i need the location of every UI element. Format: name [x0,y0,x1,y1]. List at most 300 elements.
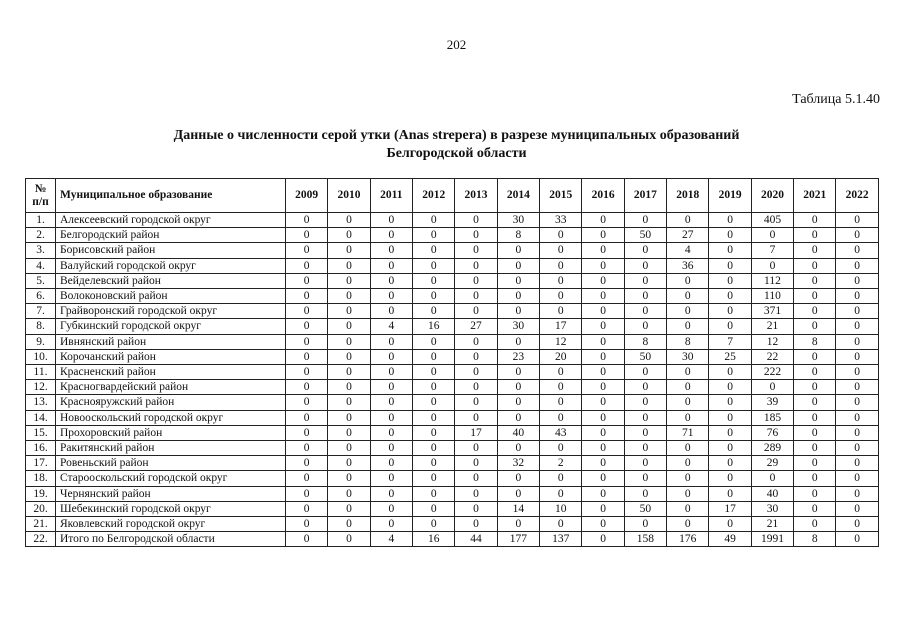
value-cell: 0 [836,319,878,334]
value-cell: 30 [497,213,539,228]
value-cell: 0 [836,304,878,319]
value-cell: 0 [709,289,751,304]
value-cell: 0 [667,304,709,319]
value-cell: 0 [497,243,539,258]
value-cell: 0 [370,456,412,471]
header-year: 2009 [286,179,328,213]
value-cell: 0 [751,471,793,486]
value-cell: 0 [328,456,370,471]
municipality-name: Старооскольский городской округ [56,471,286,486]
value-cell: 0 [540,517,582,532]
value-cell: 0 [455,471,497,486]
value-cell: 405 [751,213,793,228]
value-cell: 0 [370,380,412,395]
value-cell: 0 [286,501,328,516]
value-cell: 0 [582,258,624,273]
value-cell: 0 [836,289,878,304]
value-cell: 10 [540,501,582,516]
value-cell: 0 [455,501,497,516]
value-cell: 0 [836,532,878,547]
value-cell: 0 [328,380,370,395]
value-cell: 0 [413,273,455,288]
value-cell: 0 [370,365,412,380]
value-cell: 0 [497,410,539,425]
municipality-name: Белгородский район [56,228,286,243]
table-row [26,532,879,547]
value-cell: 289 [751,441,793,456]
value-cell: 0 [624,517,666,532]
value-cell: 0 [540,471,582,486]
value-cell: 0 [836,273,878,288]
value-cell: 0 [794,395,836,410]
value-cell: 0 [794,243,836,258]
table-row [26,319,879,334]
value-cell: 0 [794,365,836,380]
value-cell: 0 [328,258,370,273]
value-cell: 0 [624,319,666,334]
value-cell: 0 [455,213,497,228]
row-number: 15. [26,425,56,440]
value-cell: 112 [751,273,793,288]
value-cell: 0 [794,410,836,425]
value-cell: 0 [624,456,666,471]
value-cell: 0 [497,289,539,304]
row-number: 3. [26,243,56,258]
value-cell: 0 [497,486,539,501]
value-cell: 12 [540,334,582,349]
value-cell: 0 [794,441,836,456]
value-cell: 0 [370,471,412,486]
value-cell: 0 [286,456,328,471]
value-cell: 0 [624,304,666,319]
value-cell: 0 [370,258,412,273]
value-cell: 110 [751,289,793,304]
value-cell: 0 [540,304,582,319]
value-cell: 0 [624,410,666,425]
value-cell: 0 [455,486,497,501]
value-cell: 0 [455,273,497,288]
value-cell: 0 [667,501,709,516]
value-cell: 0 [624,365,666,380]
value-cell: 0 [286,349,328,364]
value-cell: 0 [328,243,370,258]
value-cell: 17 [709,501,751,516]
title-line-1: Данные о численности серой утки (Anas strepera) в разрезе муниципальных образований [173,128,740,143]
municipality-name: Вейделевский район [56,273,286,288]
value-cell: 0 [709,441,751,456]
table-row [26,334,879,349]
value-cell: 0 [328,425,370,440]
value-cell: 0 [540,486,582,501]
municipality-name: Чернянский район [56,486,286,501]
value-cell: 0 [328,395,370,410]
municipality-name: Ракитянский район [56,441,286,456]
table-row [26,273,879,288]
value-cell: 22 [751,349,793,364]
value-cell: 0 [836,258,878,273]
value-cell: 0 [836,441,878,456]
table-body [26,213,879,547]
table-row [26,501,879,516]
value-cell: 4 [667,243,709,258]
value-cell: 0 [667,380,709,395]
value-cell: 0 [497,365,539,380]
row-number: 21. [26,517,56,532]
value-cell: 0 [497,380,539,395]
value-cell: 0 [794,258,836,273]
value-cell: 0 [328,289,370,304]
value-cell: 0 [709,243,751,258]
value-cell: 0 [497,395,539,410]
value-cell: 0 [455,365,497,380]
value-cell: 0 [624,258,666,273]
value-cell: 2 [540,456,582,471]
header-year: 2015 [540,179,582,213]
value-cell: 0 [582,471,624,486]
value-cell: 0 [709,365,751,380]
table-row [26,425,879,440]
value-cell: 0 [413,501,455,516]
value-cell: 0 [709,319,751,334]
value-cell: 0 [413,349,455,364]
header-year: 2020 [751,179,793,213]
table-caption: Таблица 5.1.40 [792,92,880,107]
value-cell: 0 [582,319,624,334]
value-cell: 0 [455,349,497,364]
value-cell: 0 [582,273,624,288]
value-cell: 0 [794,319,836,334]
header-year: 2022 [836,179,878,213]
value-cell: 8 [624,334,666,349]
value-cell: 0 [328,213,370,228]
value-cell: 8 [794,334,836,349]
value-cell: 4 [370,319,412,334]
value-cell: 0 [836,456,878,471]
value-cell: 0 [497,471,539,486]
value-cell: 0 [497,517,539,532]
header-year: 2013 [455,179,497,213]
value-cell: 0 [582,501,624,516]
value-cell: 0 [836,365,878,380]
value-cell: 0 [455,334,497,349]
value-cell: 0 [413,441,455,456]
header-year: 2016 [582,179,624,213]
value-cell: 0 [370,395,412,410]
value-cell: 0 [709,425,751,440]
value-cell: 0 [497,273,539,288]
value-cell: 0 [370,441,412,456]
value-cell: 0 [836,228,878,243]
header-year: 2021 [794,179,836,213]
value-cell: 0 [328,334,370,349]
municipality-name: Итого по Белгородской области [56,532,286,547]
value-cell: 36 [667,258,709,273]
value-cell: 0 [286,441,328,456]
value-cell: 0 [286,486,328,501]
municipality-name: Алексеевский городской округ [56,213,286,228]
value-cell: 0 [794,471,836,486]
value-cell: 0 [455,243,497,258]
value-cell: 0 [624,243,666,258]
table-row [26,258,879,273]
value-cell: 0 [582,486,624,501]
table-row [26,289,879,304]
value-cell: 0 [328,517,370,532]
header-year: 2012 [413,179,455,213]
value-cell: 0 [624,425,666,440]
value-cell: 0 [667,319,709,334]
value-cell: 32 [497,456,539,471]
value-cell: 0 [836,517,878,532]
value-cell: 0 [836,410,878,425]
header-year: 2014 [497,179,539,213]
value-cell: 371 [751,304,793,319]
table-row [26,441,879,456]
value-cell: 0 [582,517,624,532]
value-cell: 0 [328,304,370,319]
value-cell: 0 [455,228,497,243]
value-cell: 14 [497,501,539,516]
table-row [26,349,879,364]
value-cell: 8 [794,532,836,547]
value-cell: 21 [751,517,793,532]
value-cell: 25 [709,349,751,364]
value-cell: 0 [455,517,497,532]
municipality-name: Валуйский городской округ [56,258,286,273]
header-number [26,179,56,213]
value-cell: 0 [540,273,582,288]
value-cell: 0 [455,456,497,471]
table-row [26,395,879,410]
value-cell: 0 [286,334,328,349]
value-cell: 0 [286,410,328,425]
value-cell: 0 [709,486,751,501]
value-cell: 50 [624,501,666,516]
municipality-name: Яковлевский городской округ [56,517,286,532]
value-cell: 0 [709,304,751,319]
value-cell: 0 [709,517,751,532]
value-cell: 33 [540,213,582,228]
value-cell: 0 [413,228,455,243]
value-cell: 0 [709,456,751,471]
value-cell: 0 [540,395,582,410]
table-row [26,380,879,395]
value-cell: 1991 [751,532,793,547]
value-cell: 71 [667,425,709,440]
value-cell: 0 [328,471,370,486]
value-cell: 0 [328,441,370,456]
municipality-name: Губкинский городской округ [56,319,286,334]
value-cell: 0 [370,243,412,258]
value-cell: 0 [370,213,412,228]
header-year: 2011 [370,179,412,213]
value-cell: 0 [286,319,328,334]
value-cell: 0 [328,349,370,364]
value-cell: 0 [328,532,370,547]
value-cell: 0 [370,517,412,532]
value-cell: 8 [667,334,709,349]
row-number: 14. [26,410,56,425]
value-cell: 0 [582,395,624,410]
value-cell: 0 [370,304,412,319]
value-cell: 17 [455,425,497,440]
municipality-name: Ивнянский район [56,334,286,349]
municipality-name: Красненский район [56,365,286,380]
value-cell: 0 [455,304,497,319]
value-cell: 0 [497,334,539,349]
value-cell: 0 [370,425,412,440]
value-cell: 0 [836,380,878,395]
value-cell: 0 [667,365,709,380]
value-cell: 0 [413,243,455,258]
value-cell: 0 [667,213,709,228]
value-cell: 0 [540,258,582,273]
value-cell: 0 [413,289,455,304]
value-cell: 0 [286,213,328,228]
value-cell: 0 [413,410,455,425]
table-row [26,410,879,425]
value-cell: 0 [286,532,328,547]
value-cell: 0 [413,425,455,440]
value-cell: 30 [497,319,539,334]
value-cell: 0 [667,517,709,532]
value-cell: 0 [709,410,751,425]
value-cell: 44 [455,532,497,547]
municipality-name: Грайворонский городской округ [56,304,286,319]
value-cell: 0 [286,304,328,319]
value-cell: 0 [794,380,836,395]
table-row [26,471,879,486]
value-cell: 0 [709,273,751,288]
value-cell: 0 [540,410,582,425]
value-cell: 0 [709,213,751,228]
value-cell: 0 [709,380,751,395]
value-cell: 0 [836,425,878,440]
header-year: 2010 [328,179,370,213]
value-cell: 0 [794,213,836,228]
value-cell: 0 [624,213,666,228]
value-cell: 0 [582,334,624,349]
value-cell: 0 [836,213,878,228]
value-cell: 0 [667,471,709,486]
value-cell: 39 [751,395,793,410]
value-cell: 0 [370,273,412,288]
value-cell: 0 [286,395,328,410]
value-cell: 0 [540,380,582,395]
value-cell: 0 [624,395,666,410]
row-number: 18. [26,471,56,486]
value-cell: 0 [413,258,455,273]
municipality-name: Ровеньский район [56,456,286,471]
row-number: 16. [26,441,56,456]
value-cell: 27 [667,228,709,243]
table-row [26,365,879,380]
value-cell: 0 [286,517,328,532]
header-row [26,179,879,213]
value-cell: 0 [286,380,328,395]
value-cell: 0 [286,471,328,486]
value-cell: 0 [540,243,582,258]
value-cell: 0 [413,213,455,228]
row-number: 2. [26,228,56,243]
value-cell: 0 [370,349,412,364]
municipality-name: Краснояружский район [56,395,286,410]
table-row [26,486,879,501]
value-cell: 0 [328,365,370,380]
value-cell: 17 [540,319,582,334]
value-cell: 0 [836,501,878,516]
table-row [26,213,879,228]
value-cell: 0 [286,425,328,440]
value-cell: 0 [328,486,370,501]
table-row [26,228,879,243]
value-cell: 0 [624,441,666,456]
value-cell: 0 [413,365,455,380]
value-cell: 0 [794,289,836,304]
value-cell: 137 [540,532,582,547]
value-cell: 0 [455,441,497,456]
header-number-line2: п/п [32,195,49,208]
value-cell: 0 [582,228,624,243]
value-cell: 27 [455,319,497,334]
value-cell: 0 [751,228,793,243]
municipality-name: Корочанский район [56,349,286,364]
value-cell: 0 [709,258,751,273]
value-cell: 177 [497,532,539,547]
value-cell: 0 [667,456,709,471]
document-title [0,127,913,163]
table-row [26,456,879,471]
value-cell: 0 [370,486,412,501]
value-cell: 0 [582,243,624,258]
value-cell: 0 [582,410,624,425]
row-number: 19. [26,486,56,501]
value-cell: 0 [413,304,455,319]
value-cell: 0 [497,441,539,456]
value-cell: 176 [667,532,709,547]
value-cell: 0 [667,289,709,304]
value-cell: 0 [328,228,370,243]
value-cell: 0 [582,425,624,440]
value-cell: 0 [455,410,497,425]
value-cell: 0 [836,486,878,501]
value-cell: 0 [582,456,624,471]
value-cell: 0 [286,258,328,273]
row-number: 20. [26,501,56,516]
value-cell: 0 [667,410,709,425]
value-cell: 0 [413,456,455,471]
municipality-name: Шебекинский городской округ [56,501,286,516]
value-cell: 49 [709,532,751,547]
value-cell: 0 [413,395,455,410]
value-cell: 0 [624,289,666,304]
row-number: 6. [26,289,56,304]
value-cell: 0 [540,441,582,456]
value-cell: 0 [836,243,878,258]
table-row [26,517,879,532]
value-cell: 0 [370,289,412,304]
value-cell: 0 [836,395,878,410]
value-cell: 0 [328,501,370,516]
value-cell: 16 [413,319,455,334]
population-table [25,178,879,547]
value-cell: 0 [582,213,624,228]
value-cell: 0 [794,304,836,319]
header-year: 2018 [667,179,709,213]
value-cell: 0 [582,289,624,304]
value-cell: 0 [328,319,370,334]
value-cell: 20 [540,349,582,364]
